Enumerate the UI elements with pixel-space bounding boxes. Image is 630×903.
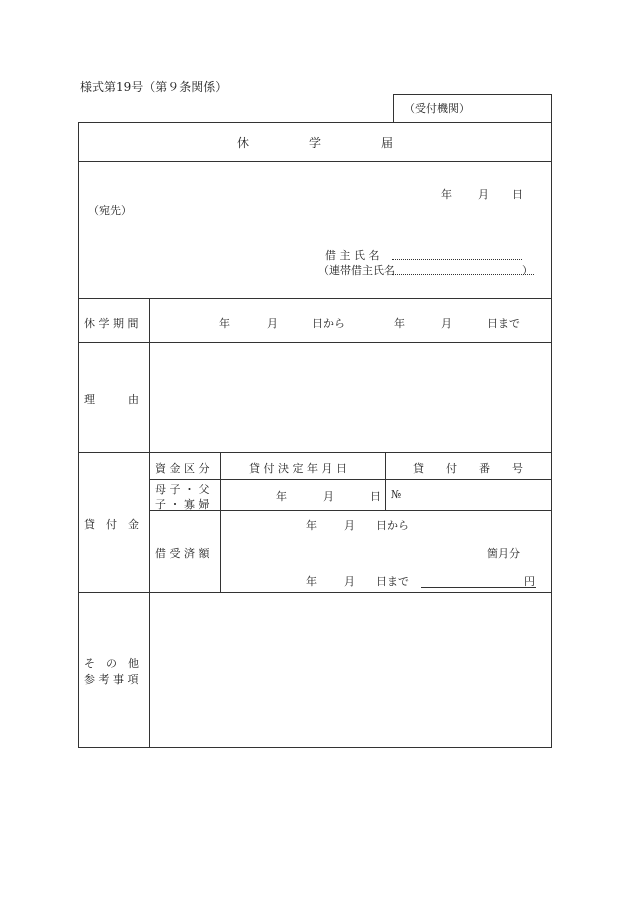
leave-to-month: 月 — [441, 317, 452, 330]
notes-field[interactable] — [150, 593, 552, 748]
addressee-label: （宛先） — [88, 204, 132, 217]
fund-category-label: 資 金 区 分 — [155, 462, 210, 475]
repaid-amount-field[interactable] — [421, 587, 536, 588]
fund-type-line1: 母 子 ・ 父 — [155, 483, 210, 496]
yen-label: 円 — [524, 575, 535, 588]
repaid-from-month: 月 — [344, 519, 355, 532]
leave-from-month: 月 — [267, 317, 278, 330]
guarantor-name-label: （連帯借主氏名 — [318, 264, 395, 277]
months-label: 箇月分 — [487, 547, 520, 560]
decision-date-label: 貸 付 決 定 年 月 日 — [249, 462, 347, 475]
date-day: 日 — [512, 188, 523, 201]
fund-type-line2: 子 ・ 寡 婦 — [155, 498, 210, 511]
repaid-to-day: 日まで — [376, 575, 409, 588]
reason-field[interactable] — [150, 343, 552, 452]
guarantor-name-field[interactable] — [392, 274, 534, 275]
loan-number-label: 貸 付 番 号 — [413, 462, 523, 475]
reception-box-label: （受付機関） — [404, 102, 470, 115]
leave-from-year: 年 — [219, 317, 230, 330]
leave-to-day: 日まで — [487, 317, 520, 330]
form-title: 休 学 届 — [236, 136, 393, 150]
loan-inner-divider — [220, 452, 221, 592]
decision-year: 年 — [276, 490, 287, 503]
borrower-name-label: 借 主 氏 名 — [325, 249, 380, 262]
date-year: 年 — [441, 188, 452, 201]
date-month: 月 — [478, 188, 489, 201]
reason-label: 理 由 — [84, 393, 139, 406]
decision-day: 日 — [370, 490, 381, 503]
leave-to-year: 年 — [394, 317, 405, 330]
borrower-name-field[interactable] — [392, 259, 522, 260]
repaid-from-day: 日から — [376, 519, 409, 532]
guarantor-name-close: ） — [522, 264, 533, 277]
loan-number-divider — [385, 452, 386, 510]
notes-label-line2: 参 考 事 項 — [84, 673, 139, 686]
decision-month: 月 — [323, 490, 334, 503]
loan-number-prefix: № — [391, 488, 402, 501]
loan-header-divider — [149, 479, 552, 480]
notes-label-line1: そ の 他 — [84, 657, 139, 670]
loan-label: 貸 付 金 — [84, 518, 139, 531]
title-divider — [78, 161, 552, 162]
leave-period-label: 休 学 期 間 — [84, 317, 139, 330]
repaid-to-year: 年 — [306, 575, 317, 588]
reason-divider — [78, 452, 552, 453]
repaid-to-month: 月 — [344, 575, 355, 588]
form-number: 様式第19号（第９条関係） — [80, 80, 228, 94]
repaid-label: 借 受 済 額 — [155, 547, 210, 560]
repaid-from-year: 年 — [306, 519, 317, 532]
leave-from-day: 日から — [312, 317, 345, 330]
